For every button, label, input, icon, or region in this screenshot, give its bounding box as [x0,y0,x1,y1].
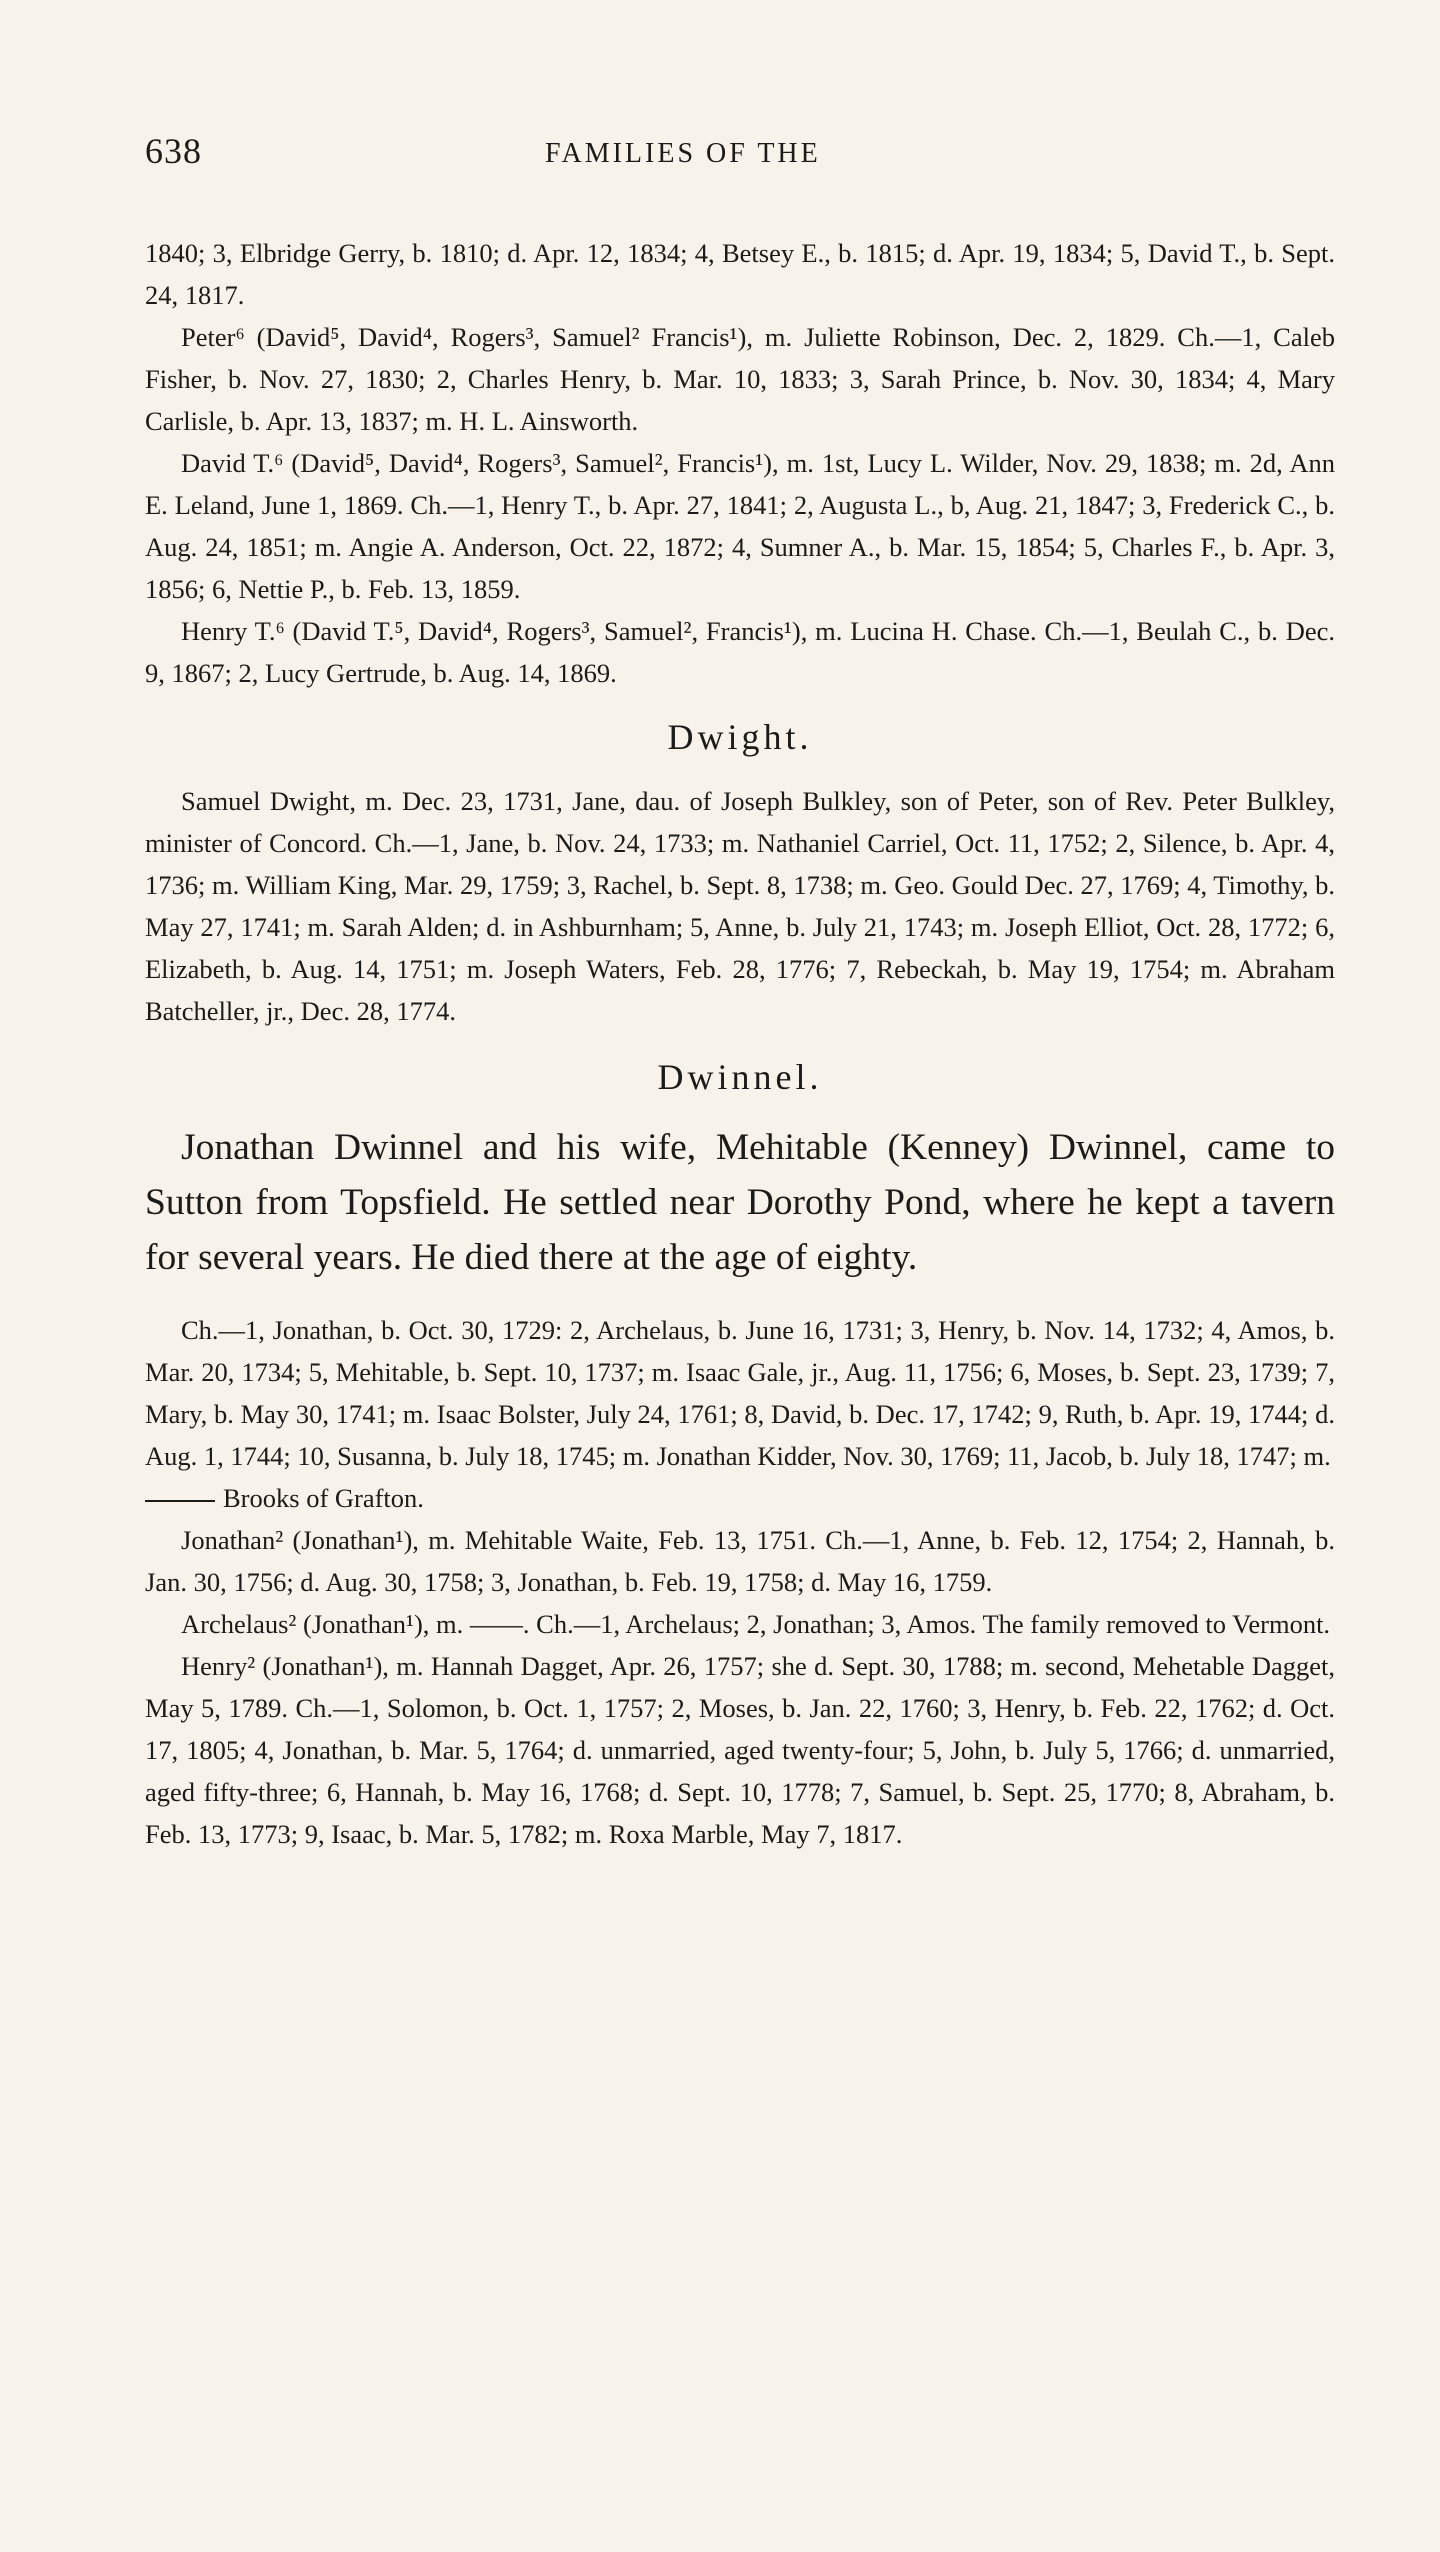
dwinnel-intro: Jonathan Dwinnel and his wife, Mehitable (Kenney) Dwinnel, came to Sutton from Topsfield. He settled near Dorothy Pond, where he kept a tavern for several years. He died there at the age of eighty. [145,1127,1335,1278]
entry-archelaus-2: Archelaus² (Jonathan¹), m. ——. Ch.—1, Archelaus; 2, Jonathan; 3, Amos. The family removed to Vermont. [181,1609,1331,1639]
entry-henry-t: Henry T.⁶ (David T.⁵, David⁴, Rogers³, Samuel², Francis¹), m. Lucina H. Chase. Ch.—1, Beulah C., b. Dec. 9, 1867; 2, Lucy Gertrude, b. Aug. 14, 1869. [145,616,1335,688]
entry-jonathan-2: Jonathan² (Jonathan¹), m. Mehitable Waite, Feb. 13, 1751. Ch.—1, Anne, b. Feb. 12, 1754; 2, Hannah, b. Jan. 30, 1756; d. Aug. 30, 1758; 3, Jonathan, b. Feb. 19, 1758; d. May 16, 1759. [145,1525,1335,1597]
tail-text: Brooks of Grafton. [223,1483,424,1513]
page-header [145,130,1335,182]
entry-dwinnel-children-tail [145,1477,1335,1519]
entry-peter: Peter⁶ (David⁵, David⁴, Rogers³, Samuel² Francis¹), m. Juliette Robinson, Dec. 2, 1829. Ch.—1, Caleb Fisher, b. Nov. 27, 1830; 2, Charles Henry, b. Mar. 10, 1833; 3, Sarah Prince, b. Nov. 30, 1834; 4, Mary Carlisle, b. Apr. 13, 1837; m. H. L. Ainsworth. [145,322,1335,436]
running-title: FAMILIES OF THE [545,138,821,169]
entry-henry-2: Henry² (Jonathan¹), m. Hannah Dagget, Apr. 26, 1757; she d. Sept. 30, 1788; m. second, Mehetable Dagget, May 5, 1789. Ch.—1, Solomon, b. Oct. 1, 1757; 2, Moses, b. Jan. 22, 1760; 3, Henry, b. Feb. 22, 1762; d. Oct. 17, 1805; 4, Jonathan, b. Mar. 5, 1764; d. unmarried, aged twenty-four; 5, John, b. July 5, 1766; d. unmarried, aged fifty-three; 6, Hannah, b. May 16, 1768; d. Sept. 10, 1778; 7, Samuel, b. Sept. 25, 1770; 8, Abraham, b. Feb. 13, 1773; 9, Isaac, b. Mar. 5, 1782; m. Roxa Marble, May 7, 1817. [145,1651,1335,1849]
continuation-paragraph: 1840; 3, Elbridge Gerry, b. 1810; d. Apr. 12, 1834; 4, Betsey E., b. 1815; d. Apr. 19, 1834; 5, David T., b. Sept. 24, 1817. [145,238,1335,310]
blank-dash [145,1500,215,1502]
entry-dwinnel-children: Ch.—1, Jonathan, b. Oct. 30, 1729: 2, Archelaus, b. June 16, 1731; 3, Henry, b. Nov. 14, 1732; 4, Amos, b. Mar. 20, 1734; 5, Mehitable, b. Sept. 10, 1737; m. Isaac Gale, jr., Aug. 11, 1756; 6, Moses, b. Sept. 23, 1739; 7, Mary, b. May 30, 1741; m. Isaac Bolster, July 24, 1761; 8, David, b. Dec. 17, 1742; 9, Ruth, b. Apr. 19, 1744; d. Aug. 1, 1744; 10, Susanna, b. July 18, 1745; m. Jonathan Kidder, Nov. 30, 1769; 11, Jacob, b. July 18, 1747; m. [145,1315,1335,1471]
entry-david-t: David T.⁶ (David⁵, David⁴, Rogers³, Samuel², Francis¹), m. 1st, Lucy L. Wilder, Nov. 29, 1838; m. 2d, Ann E. Leland, June 1, 1869. Ch.—1, Henry T., b. Apr. 27, 1841; 2, Augusta L., b, Aug. 21, 1847; 3, Frederick C., b. Aug. 24, 1851; m. Angie A. Anderson, Oct. 22, 1872; 4, Sumner A., b. Mar. 15, 1854; 5, Charles F., b. Apr. 3, 1856; 6, Nettie P., b. Feb. 13, 1859. [145,448,1335,604]
section-heading-dwight: Dwight. [667,717,813,757]
page-number: 638 [145,131,202,171]
entry-samuel-dwight: Samuel Dwight, m. Dec. 23, 1731, Jane, dau. of Joseph Bulkley, son of Peter, son of Rev. Peter Bulkley, minister of Concord. Ch.—1, Jane, b. Nov. 24, 1733; m. Nathaniel Carriel, Oct. 11, 1752; 2, Silence, b. Apr. 4, 1736; m. William King, Mar. 29, 1759; 3, Rachel, b. Sept. 8, 1738; m. Geo. Gould Dec. 27, 1769; 4, Timothy, b. May 27, 1741; m. Sarah Alden; d. in Ashburnham; 5, Anne, b. July 21, 1743; m. Joseph Elliot, Oct. 28, 1772; 6, Elizabeth, b. Aug. 14, 1751; m. Joseph Waters, Feb. 28, 1776; 7, Rebeckah, b. May 19, 1754; m. Abraham Batcheller, jr., Dec. 28, 1774. [145,786,1335,1026]
book-page [145,130,1335,1855]
section-heading-dwinnel: Dwinnel. [657,1057,823,1097]
